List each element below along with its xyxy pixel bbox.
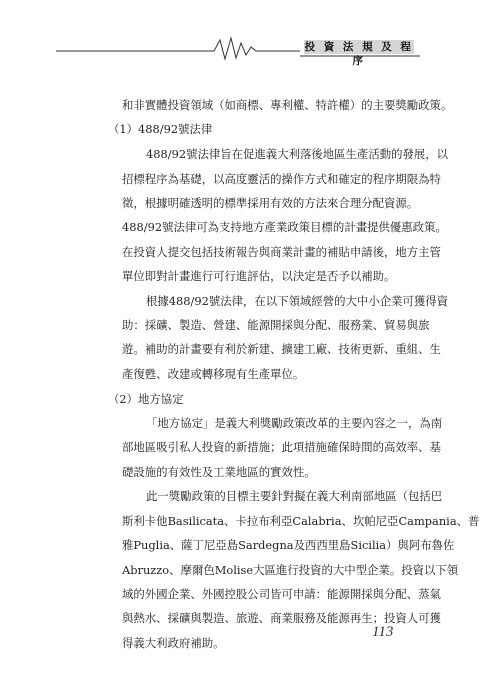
text-line: 招標程序為基礎，以高度靈活的操作方式和確定的程序期限為特 bbox=[122, 172, 441, 186]
text-line: Abruzzo、摩爾色Molise大區進行投資的大中型企業。投資以下領 bbox=[122, 563, 459, 577]
text-line: 根據488/92號法律，在以下領域經營的大中小企業可獲得資 bbox=[146, 294, 449, 308]
text-line: 遊。補助的計畫要有利於新建、擴建工廠、技術更新、重組、生 bbox=[122, 342, 441, 356]
text-line: 488/92號法律旨在促進義大利落後地區生產活動的發展，以 bbox=[146, 147, 449, 161]
text-line: 在投資人提交包括技術報告與商業計畫的補貼申請後，地方主管 bbox=[122, 245, 441, 259]
section-heading: （2）地方協定 bbox=[108, 392, 184, 406]
text-line: 和非實體投資領域（如商標、專利權、特許權）的主要獎勵政策。 bbox=[122, 98, 453, 112]
text-line: 「地方協定」是義大利獎勵政策改革的主要內容之一，為南 bbox=[146, 416, 443, 430]
section-heading: （1）488/92號法律 bbox=[108, 122, 213, 136]
text-line: 產復甦、改建或轉移現有生產單位。 bbox=[122, 367, 305, 381]
text-line: 部地區吸引私人投資的新措施；此項措施確保時間的高效率、基 bbox=[122, 440, 441, 454]
text-line: 得義大利政府補助。 bbox=[122, 636, 225, 650]
text-line: 單位即對計畫進行可行進評估，以決定是否予以補助。 bbox=[122, 269, 396, 283]
heartbeat-line-decoration bbox=[0, 0, 480, 67]
text-line: 域的外國企業、外國控股公司皆可申請：能源開採與分配、蒸氣 bbox=[122, 587, 441, 601]
text-line: 助：採礦、製造、營建、能源開採與分配、服務業、貿易與旅 bbox=[122, 318, 430, 332]
text-line: 此一獎勵政策的目標主要針對擬在義大利南部地區（包括巴 bbox=[146, 489, 443, 503]
text-line: 斯利卡他Basilicata、卡拉布利亞Calabria、坎帕尼亞Campania、普 bbox=[122, 514, 480, 528]
text-line: 礎設施的有效性及工業地區的實效性。 bbox=[122, 465, 316, 479]
text-line: 與熱水、採礦與製造、旅遊、商業服務及能源再生；投資人可獲 bbox=[122, 611, 441, 625]
header-title: 投 資 法 規 及 程 序 bbox=[304, 41, 414, 67]
text-line: 488/92號法律可為支持地方產業政策目標的計畫提供優惠政策。 bbox=[122, 220, 447, 234]
page-number: 113 bbox=[372, 624, 394, 640]
text-line: 雅Puglia、薩丁尼亞島Sardegna及西西里島Sicilia）與阿布魯佐 bbox=[122, 538, 455, 552]
page-header bbox=[0, 0, 480, 67]
text-line: 徵，根據明確透明的標準採用有效的方法來合理分配資源。 bbox=[122, 196, 419, 210]
